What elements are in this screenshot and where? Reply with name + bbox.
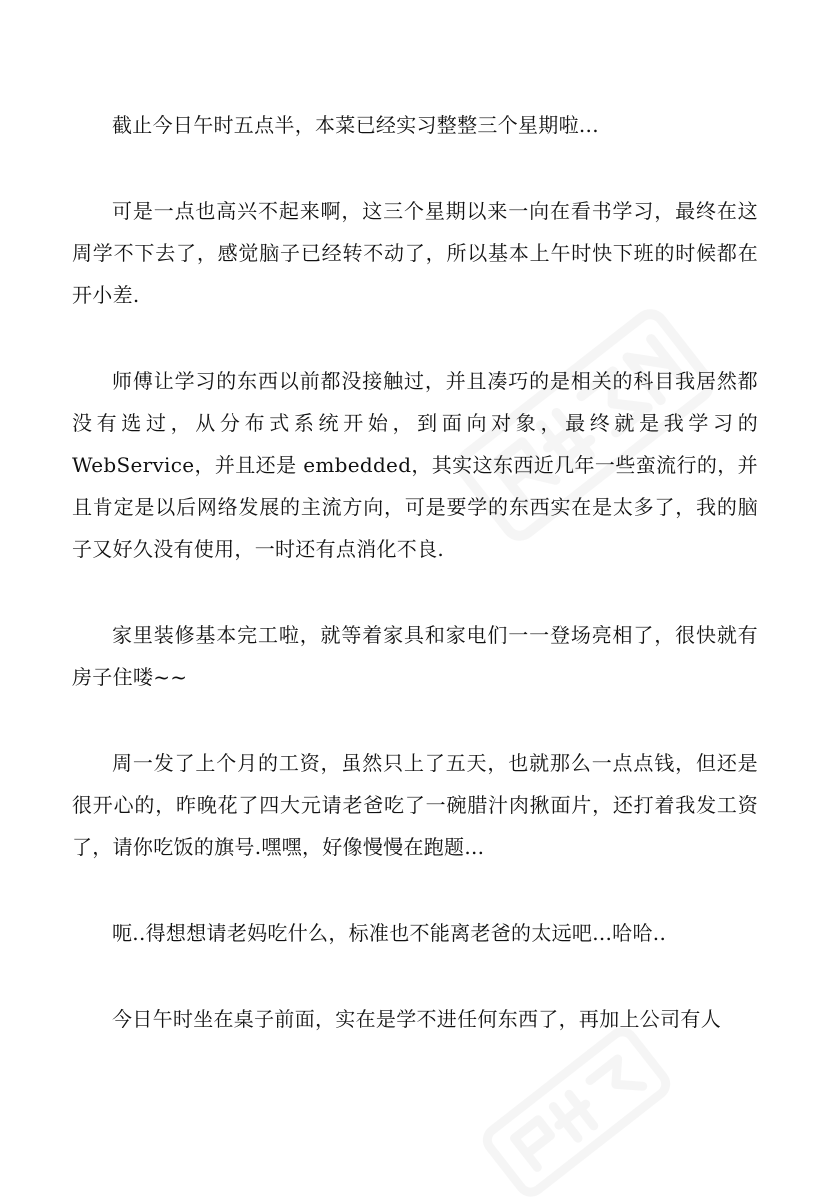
paragraph-7: 今日午时坐在桌子前面，实在是学不进任何东西了，再加上公司有人	[112, 1007, 721, 1031]
paragraph-5: 周一发了上个月的工资，虽然只上了五天，也就那么一点点钱，但还是很开心的，昨晚花了四大元请老爸吃了一碗腊汁肉揪面片，还打着我发工资了，请你吃饭的旗号.嘿嘿，好像慢慢在跑题...	[72, 751, 758, 859]
paragraph-1: 截止今日午时五点半，本菜已经实习整整三个星期啦...	[112, 113, 599, 137]
paragraph-4: 家里装修基本完工啦，就等着家具和家电们一一登场亮相了，很快就有房子住喽~~	[72, 623, 758, 689]
paragraph-6: 呃..得想想请老妈吃什么，标准也不能离老爸的太远吧...哈哈..	[112, 921, 667, 945]
watermark-stamp-icon-2	[455, 1020, 695, 1200]
paragraph-3: 师傅让学习的东西以前都没接触过，并且凑巧的是相关的科目我居然都没有选过，从分布式系统开始，到面向对象，最终就是我学习的WebService，并且还是 embedded，其实这东西近几年一些蛮流行的，并且肯定是以后网络发展的主流方向，可是要学的东西实在是太多了，我的脑子又好久没有使用，一时还有点消化不良.	[72, 369, 758, 561]
document-body	[72, 104, 758, 1040]
paragraph-2: 可是一点也高兴不起来啊，这三个星期以来一向在看书学习，最终在这周学不下去了，感觉脑子已经转不动了，所以基本上午时快下班的时候都在开小差.	[72, 199, 758, 307]
